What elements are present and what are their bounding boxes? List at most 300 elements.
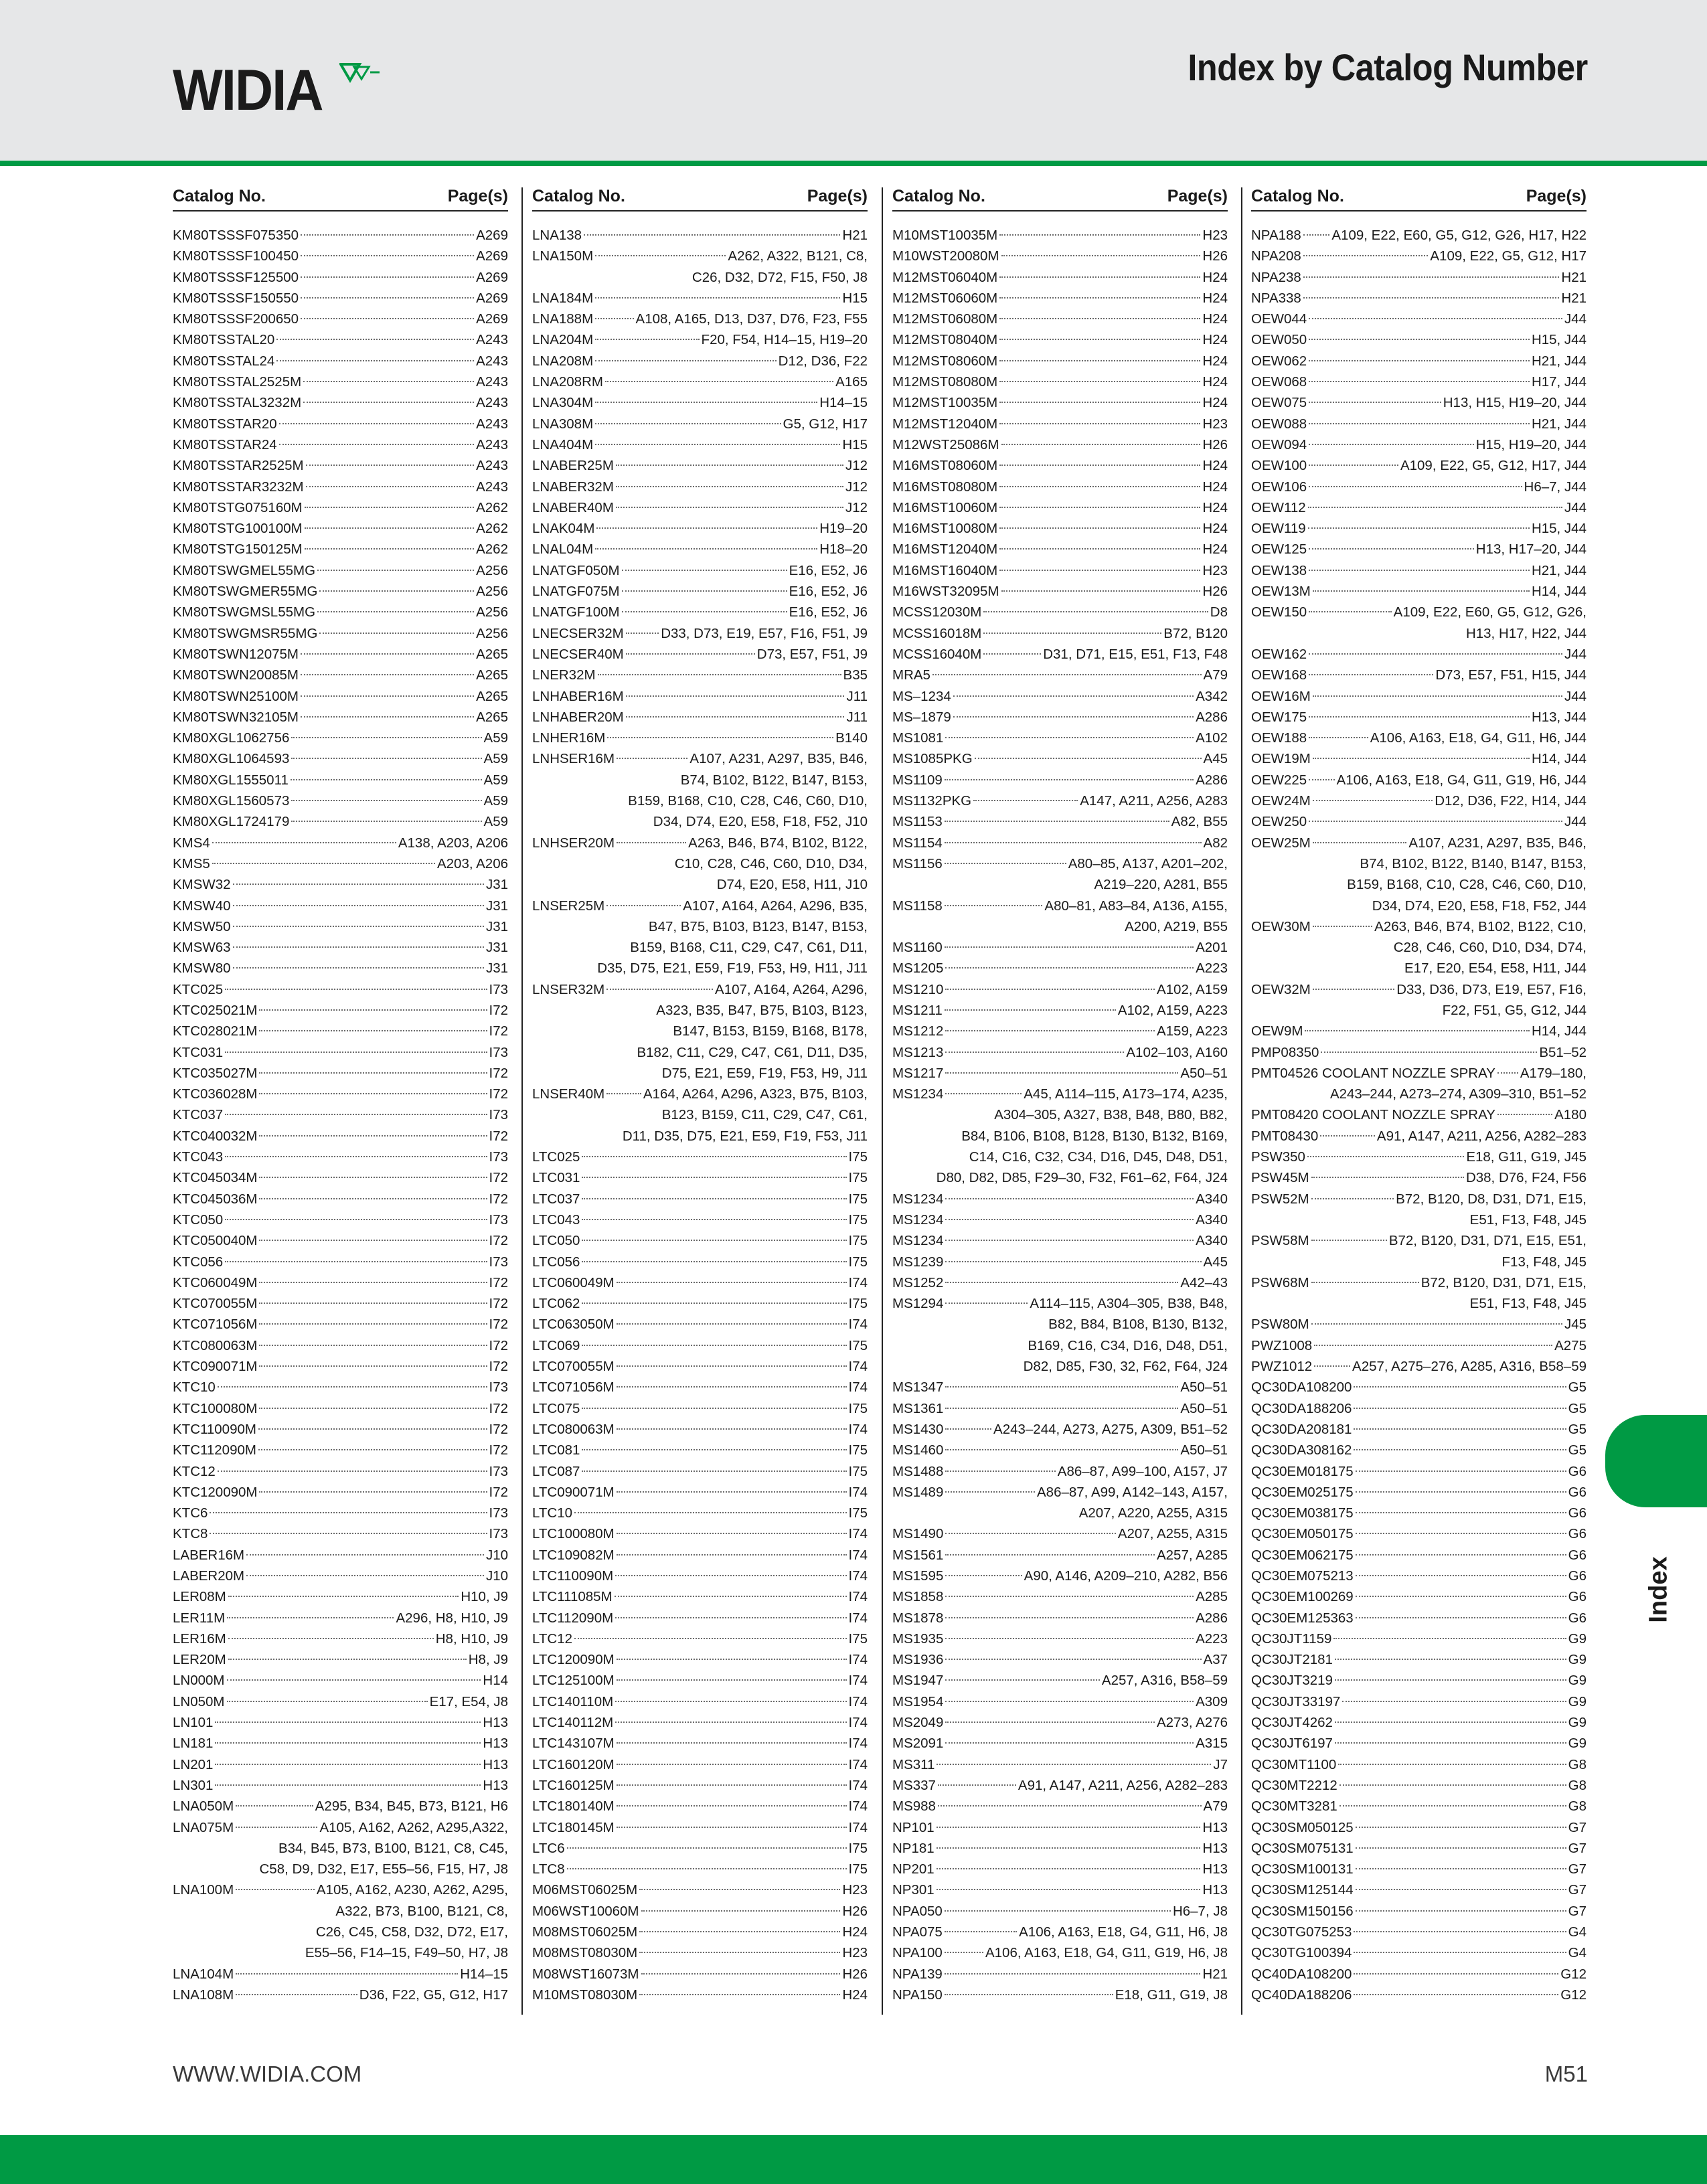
entry-pages[interactable]: A59 (483, 814, 508, 830)
entry-pages[interactable]: H15, H19–20, J44 (1475, 436, 1587, 452)
entry-pages[interactable]: G8 (1568, 1798, 1587, 1815)
entry-pages[interactable]: A269 (476, 248, 508, 264)
entry-pages[interactable]: I74 (848, 1547, 868, 1563)
entry-pages[interactable]: I74 (848, 1736, 868, 1752)
entry-pages[interactable]: A86–87, A99, A142–143, A157, (1037, 1484, 1228, 1500)
entry-pages[interactable]: A340 (1196, 1211, 1228, 1228)
entry-pages[interactable]: H24 (1202, 499, 1228, 515)
entry-pages[interactable]: H21, J44 (1531, 416, 1587, 432)
entry-pages[interactable]: I75 (848, 1861, 868, 1877)
entry-pages[interactable]: A50–51 (1180, 1379, 1228, 1396)
entry-pages[interactable]: H26 (1202, 248, 1228, 264)
entry-pages[interactable]: H26 (1202, 436, 1228, 452)
entry-pages[interactable]: I75 (848, 1254, 868, 1270)
entry-pages[interactable]: J45 (1564, 1317, 1587, 1333)
entry-pages[interactable]: I72 (489, 1296, 508, 1312)
entry-pages[interactable]: F20, F54, H14–15, H19–20 (701, 332, 868, 348)
entry-pages[interactable]: A105, A162, A230, A262, A295, (316, 1882, 508, 1898)
entry-pages[interactable]: A342 (1196, 688, 1228, 704)
entry-pages[interactable]: A340 (1196, 1233, 1228, 1249)
entry-pages[interactable]: J44 (1564, 688, 1587, 704)
entry-pages[interactable]: H19–20 (819, 521, 868, 537)
entry-pages[interactable]: I72 (489, 1128, 508, 1144)
entry-pages[interactable]: A295, B34, B45, B73, B121, H6 (315, 1798, 508, 1815)
entry-pages[interactable]: G4 (1568, 1945, 1587, 1961)
entry-pages[interactable]: E16, E52, J6 (789, 562, 868, 578)
entry-pages[interactable]: I72 (489, 1421, 508, 1437)
entry-pages[interactable]: A286 (1196, 1610, 1228, 1626)
entry-pages[interactable]: A164, A264, A296, A323, B75, B103, (643, 1086, 868, 1102)
entry-pages[interactable]: A265 (476, 688, 508, 704)
entry-pages[interactable]: B47, B75, B103, B123, B147, B153, (648, 918, 868, 934)
entry-pages[interactable]: A243 (476, 395, 508, 411)
entry-pages[interactable]: A273, A276 (1156, 1715, 1228, 1731)
entry-pages[interactable]: I74 (848, 1673, 868, 1689)
entry-pages[interactable]: A147, A211, A256, A283 (1080, 793, 1228, 809)
entry-pages[interactable]: A243 (476, 332, 508, 348)
entry-pages[interactable]: H15, J44 (1531, 521, 1587, 537)
entry-pages[interactable]: B123, B159, C11, C29, C47, C61, (661, 1107, 868, 1123)
entry-pages[interactable]: A263, B46, B74, B102, B122, (688, 835, 868, 851)
entry-pages[interactable]: A243 (476, 436, 508, 452)
entry-pages[interactable]: A223 (1196, 960, 1228, 977)
entry-pages[interactable]: C10, C28, C46, C60, D10, D34, (674, 855, 868, 871)
entry-pages[interactable]: I73 (489, 1526, 508, 1542)
entry-pages[interactable]: E17, E20, E54, E58, H11, J44 (1404, 960, 1587, 977)
entry-pages[interactable]: H13 (1202, 1840, 1228, 1856)
entry-pages[interactable]: A201 (1196, 940, 1228, 956)
entry-pages[interactable]: E51, F13, F48, J45 (1469, 1211, 1587, 1228)
entry-pages[interactable]: H24 (842, 1924, 868, 1940)
entry-pages[interactable]: H23 (1202, 562, 1228, 578)
entry-pages[interactable]: H6–7, J44 (1524, 479, 1587, 495)
entry-pages[interactable]: J44 (1564, 646, 1587, 662)
entry-pages[interactable]: J31 (485, 877, 508, 893)
entry-pages[interactable]: I74 (848, 1274, 868, 1290)
entry-pages[interactable]: A269 (476, 269, 508, 285)
entry-pages[interactable]: A45 (1203, 1254, 1228, 1270)
entry-pages[interactable]: A45 (1203, 751, 1228, 767)
entry-pages[interactable]: E55–56, F14–15, F49–50, H7, J8 (305, 1945, 508, 1961)
entry-pages[interactable]: I74 (848, 1526, 868, 1542)
entry-pages[interactable]: G12 (1560, 1987, 1587, 2003)
entry-pages[interactable]: H21 (1561, 290, 1587, 306)
entry-pages[interactable]: H13 (1202, 1819, 1228, 1835)
entry-pages[interactable]: I72 (489, 1191, 508, 1207)
entry-pages[interactable]: H14, J44 (1531, 584, 1587, 600)
entry-pages[interactable]: H24 (1202, 269, 1228, 285)
entry-pages[interactable]: G7 (1568, 1819, 1587, 1835)
entry-pages[interactable]: F22, F51, G5, G12, J44 (1442, 1002, 1587, 1018)
entry-pages[interactable]: G9 (1568, 1673, 1587, 1689)
entry-pages[interactable]: H23 (842, 1882, 868, 1898)
entry-pages[interactable]: G9 (1568, 1630, 1587, 1647)
entry-pages[interactable]: I74 (848, 1715, 868, 1731)
entry-pages[interactable]: H18–20 (819, 541, 868, 558)
entry-pages[interactable]: A243–244, A273, A275, A309, B51–52 (993, 1421, 1228, 1437)
entry-pages[interactable]: A263, B46, B74, B102, B122, C10, (1374, 918, 1587, 934)
entry-pages[interactable]: J12 (845, 479, 868, 495)
entry-pages[interactable]: I75 (848, 1211, 868, 1228)
entry-pages[interactable]: C58, D9, D32, E17, E55–56, F15, H7, J8 (259, 1861, 508, 1877)
entry-pages[interactable]: I73 (489, 1044, 508, 1060)
entry-pages[interactable]: H24 (1202, 332, 1228, 348)
entry-pages[interactable]: I75 (848, 1296, 868, 1312)
entry-pages[interactable]: H13, H17–20, J44 (1475, 541, 1587, 558)
entry-pages[interactable]: A37 (1203, 1652, 1228, 1668)
entry-pages[interactable]: A59 (483, 751, 508, 767)
entry-pages[interactable]: I74 (848, 1359, 868, 1375)
entry-pages[interactable]: I73 (489, 1149, 508, 1165)
entry-pages[interactable]: H15, J44 (1531, 332, 1587, 348)
entry-pages[interactable]: H21 (1202, 1966, 1228, 1982)
entry-pages[interactable]: B159, B168, C10, C28, C46, C60, D10, (1347, 877, 1587, 893)
entry-pages[interactable]: G6 (1568, 1484, 1587, 1500)
entry-pages[interactable]: A207, A255, A315 (1117, 1526, 1228, 1542)
entry-pages[interactable]: I74 (848, 1652, 868, 1668)
entry-pages[interactable]: I74 (848, 1317, 868, 1333)
entry-pages[interactable]: A50–51 (1180, 1442, 1228, 1458)
footer-url[interactable]: WWW.WIDIA.COM (173, 2062, 362, 2086)
entry-pages[interactable]: E18, G11, G19, J8 (1115, 1987, 1228, 2003)
entry-pages[interactable]: A200, A219, B55 (1125, 918, 1228, 934)
entry-pages[interactable]: J11 (846, 709, 868, 725)
entry-pages[interactable]: I75 (848, 1505, 868, 1521)
entry-pages[interactable]: H24 (1202, 353, 1228, 369)
entry-pages[interactable]: C14, C16, C32, C34, D16, D45, D48, D51, (969, 1149, 1228, 1165)
entry-pages[interactable]: A269 (476, 311, 508, 327)
entry-pages[interactable]: A107, A231, A297, B35, B46, (689, 751, 868, 767)
entry-pages[interactable]: A286 (1196, 772, 1228, 788)
entry-pages[interactable]: A243 (476, 416, 508, 432)
entry-pages[interactable]: G5 (1568, 1421, 1587, 1437)
entry-pages[interactable]: J10 (485, 1547, 508, 1563)
entry-pages[interactable]: A256 (476, 562, 508, 578)
entry-pages[interactable]: D34, D74, E20, E58, F18, F52, J44 (1372, 898, 1587, 914)
entry-pages[interactable]: C26, C45, C58, D32, D72, E17, (315, 1924, 508, 1940)
entry-pages[interactable]: A179–180, (1520, 1065, 1587, 1081)
entry-pages[interactable]: A106, A163, E18, G4, G11, G19, H6, J44 (1336, 772, 1587, 788)
entry-pages[interactable]: A207, A220, A255, A315 (1078, 1505, 1228, 1521)
entry-pages[interactable]: A243 (476, 479, 508, 495)
entry-pages[interactable]: H14 (483, 1673, 508, 1689)
entry-pages[interactable]: G6 (1568, 1547, 1587, 1563)
index-side-tab[interactable] (1605, 1415, 1707, 1507)
entry-pages[interactable]: G5 (1568, 1400, 1587, 1416)
entry-pages[interactable]: G9 (1568, 1693, 1587, 1709)
entry-pages[interactable]: B51–52 (1539, 1044, 1587, 1060)
entry-pages[interactable]: A45, A114–115, A173–174, A235, (1024, 1086, 1228, 1102)
entry-pages[interactable]: I73 (489, 1211, 508, 1228)
entry-pages[interactable]: D8 (1210, 604, 1228, 620)
entry-pages[interactable]: D34, D74, E20, E58, F18, F52, J10 (653, 814, 868, 830)
entry-pages[interactable]: A256 (476, 584, 508, 600)
entry-pages[interactable]: I74 (848, 1777, 868, 1793)
entry-pages[interactable]: J31 (485, 960, 508, 977)
entry-pages[interactable]: I72 (489, 1233, 508, 1249)
entry-pages[interactable]: B34, B45, B73, B100, B121, C8, C45, (278, 1840, 508, 1856)
entry-pages[interactable]: D82, D85, F30, 32, F62, F64, J24 (1023, 1359, 1228, 1375)
entry-pages[interactable]: A106, A163, E18, G4, G11, H6, J8 (1019, 1924, 1228, 1940)
entry-pages[interactable]: B169, C16, C34, D16, D48, D51, (1028, 1337, 1228, 1353)
entry-pages[interactable]: B182, C11, C29, C47, C61, D11, D35, (637, 1044, 868, 1060)
entry-pages[interactable]: I74 (848, 1798, 868, 1815)
entry-pages[interactable]: H24 (1202, 521, 1228, 537)
entry-pages[interactable]: H13 (483, 1777, 508, 1793)
entry-pages[interactable]: A243 (476, 353, 508, 369)
entry-pages[interactable]: A79 (1203, 667, 1228, 683)
entry-pages[interactable]: A82 (1203, 835, 1228, 851)
entry-pages[interactable]: I75 (848, 1149, 868, 1165)
entry-pages[interactable]: H8, J9 (468, 1652, 508, 1668)
entry-pages[interactable]: H13 (483, 1715, 508, 1731)
entry-pages[interactable]: H13 (483, 1756, 508, 1772)
entry-pages[interactable]: H24 (1202, 541, 1228, 558)
entry-pages[interactable]: H14, J44 (1531, 751, 1587, 767)
entry-pages[interactable]: H24 (1202, 458, 1228, 474)
entry-pages[interactable]: A50–51 (1180, 1400, 1228, 1416)
entry-pages[interactable]: G7 (1568, 1840, 1587, 1856)
entry-pages[interactable]: I73 (489, 1463, 508, 1479)
entry-pages[interactable]: I72 (489, 1442, 508, 1458)
entry-pages[interactable]: A109, E22, E60, G5, G12, G26, H17, H22 (1331, 228, 1587, 243)
entry-pages[interactable]: H24 (1202, 311, 1228, 327)
entry-pages[interactable]: I73 (489, 1505, 508, 1521)
entry-pages[interactable]: A102–103, A160 (1126, 1044, 1228, 1060)
entry-pages[interactable]: D33, D36, D73, E19, E57, F16, (1396, 981, 1587, 997)
entry-pages[interactable]: I72 (489, 1274, 508, 1290)
entry-pages[interactable]: J44 (1564, 814, 1587, 830)
entry-pages[interactable]: H13 (483, 1736, 508, 1752)
entry-pages[interactable]: I72 (489, 1400, 508, 1416)
entry-pages[interactable]: I74 (848, 1610, 868, 1626)
entry-pages[interactable]: C28, C46, C60, D10, D34, D74, (1393, 940, 1587, 956)
entry-pages[interactable]: D33, D73, E19, E57, F16, F51, J9 (661, 625, 868, 641)
entry-pages[interactable]: A107, A164, A264, A296, (715, 981, 868, 997)
entry-pages[interactable]: A257, A316, B58–59 (1101, 1673, 1228, 1689)
entry-pages[interactable]: G8 (1568, 1756, 1587, 1772)
entry-pages[interactable]: H17, J44 (1531, 374, 1587, 390)
entry-pages[interactable]: A159, A223 (1156, 1023, 1228, 1039)
entry-pages[interactable]: H21 (1561, 269, 1587, 285)
entry-pages[interactable]: A106, A163, E18, G4, G11, H6, J44 (1370, 730, 1587, 746)
entry-pages[interactable]: J12 (845, 499, 868, 515)
entry-pages[interactable]: H13 (1202, 1882, 1228, 1898)
entry-pages[interactable]: H14–15 (460, 1966, 508, 1982)
entry-pages[interactable]: H21, J44 (1531, 353, 1587, 369)
entry-pages[interactable]: I74 (848, 1484, 868, 1500)
entry-pages[interactable]: G8 (1568, 1777, 1587, 1793)
entry-pages[interactable]: G6 (1568, 1589, 1587, 1605)
entry-pages[interactable]: A256 (476, 604, 508, 620)
entry-pages[interactable]: A265 (476, 709, 508, 725)
entry-pages[interactable]: I74 (848, 1379, 868, 1396)
entry-pages[interactable]: A109, E22, G5, G12, H17 (1430, 248, 1587, 264)
entry-pages[interactable]: D36, F22, G5, G12, H17 (359, 1987, 508, 2003)
entry-pages[interactable]: A165 (835, 374, 868, 390)
entry-pages[interactable]: G7 (1568, 1861, 1587, 1877)
entry-pages[interactable]: G5, G12, H17 (783, 416, 868, 432)
entry-pages[interactable]: H6–7, J8 (1172, 1903, 1228, 1919)
entry-pages[interactable]: A105, A162, A262, A295,A322, (319, 1819, 508, 1835)
entry-pages[interactable]: D73, E57, F51, J9 (756, 646, 868, 662)
entry-pages[interactable]: A82, B55 (1171, 814, 1228, 830)
entry-pages[interactable]: H26 (842, 1966, 868, 1982)
entry-pages[interactable]: I75 (848, 1233, 868, 1249)
entry-pages[interactable]: A256 (476, 625, 508, 641)
entry-pages[interactable]: E51, F13, F48, J45 (1469, 1296, 1587, 1312)
entry-pages[interactable]: I72 (489, 1317, 508, 1333)
entry-pages[interactable]: J31 (485, 918, 508, 934)
entry-pages[interactable]: A275 (1554, 1337, 1587, 1353)
entry-pages[interactable]: A309 (1196, 1693, 1228, 1709)
entry-pages[interactable]: A243–244, A273–274, A309–310, B51–52 (1329, 1086, 1587, 1102)
entry-pages[interactable]: D74, E20, E58, H11, J10 (716, 877, 868, 893)
entry-pages[interactable]: B140 (835, 730, 868, 746)
entry-pages[interactable]: G5 (1568, 1442, 1587, 1458)
entry-pages[interactable]: A257, A275–276, A285, A316, B58–59 (1352, 1359, 1587, 1375)
entry-pages[interactable]: H23 (1202, 416, 1228, 432)
entry-pages[interactable]: H24 (1202, 395, 1228, 411)
entry-pages[interactable]: B72, B120 (1163, 625, 1228, 641)
entry-pages[interactable]: I75 (848, 1400, 868, 1416)
entry-pages[interactable]: H24 (1202, 374, 1228, 390)
entry-pages[interactable]: D38, D76, F24, F56 (1465, 1170, 1587, 1186)
entry-pages[interactable]: A102, A159 (1156, 981, 1228, 997)
entry-pages[interactable]: B147, B153, B159, B168, B178, (673, 1023, 868, 1039)
entry-pages[interactable]: G9 (1568, 1715, 1587, 1731)
entry-pages[interactable]: E17, E54, J8 (429, 1693, 508, 1709)
entry-pages[interactable]: I72 (489, 1002, 508, 1018)
entry-pages[interactable]: C26, D32, D72, F15, F50, J8 (692, 269, 868, 285)
entry-pages[interactable]: H13 (1202, 1861, 1228, 1877)
entry-pages[interactable]: A180 (1554, 1107, 1587, 1123)
entry-pages[interactable]: G7 (1568, 1903, 1587, 1919)
entry-pages[interactable]: A79 (1203, 1798, 1228, 1815)
entry-pages[interactable]: A59 (483, 772, 508, 788)
entry-pages[interactable]: A59 (483, 793, 508, 809)
entry-pages[interactable]: A262 (476, 499, 508, 515)
entry-pages[interactable]: A80–81, A83–84, A136, A155, (1044, 898, 1228, 914)
entry-pages[interactable]: B84, B106, B108, B128, B130, B132, B169, (961, 1128, 1228, 1144)
entry-pages[interactable]: G6 (1568, 1526, 1587, 1542)
entry-pages[interactable]: A265 (476, 667, 508, 683)
entry-pages[interactable]: B159, B168, C10, C28, C46, C60, D10, (628, 793, 868, 809)
entry-pages[interactable]: A102 (1196, 730, 1228, 746)
entry-pages[interactable]: D73, E57, F51, H15, J44 (1435, 667, 1587, 683)
entry-pages[interactable]: H26 (842, 1903, 868, 1919)
entry-pages[interactable]: G7 (1568, 1882, 1587, 1898)
entry-pages[interactable]: I74 (848, 1421, 868, 1437)
entry-pages[interactable]: A304–305, A327, B38, B48, B80, B82, (994, 1107, 1228, 1123)
entry-pages[interactable]: A296, H8, H10, J9 (396, 1610, 508, 1626)
entry-pages[interactable]: G9 (1568, 1736, 1587, 1752)
entry-pages[interactable]: A262 (476, 541, 508, 558)
entry-pages[interactable]: A243 (476, 374, 508, 390)
entry-pages[interactable]: E18, G11, G19, J45 (1466, 1149, 1587, 1165)
entry-pages[interactable]: A107, A231, A297, B35, B46, (1408, 835, 1587, 851)
entry-pages[interactable]: I73 (489, 1254, 508, 1270)
entry-pages[interactable]: E16, E52, J6 (789, 604, 868, 620)
entry-pages[interactable]: A90, A146, A209–210, A282, B56 (1024, 1568, 1228, 1584)
entry-pages[interactable]: H13, J44 (1531, 709, 1587, 725)
entry-pages[interactable]: I74 (848, 1589, 868, 1605)
entry-pages[interactable]: B74, B102, B122, B140, B147, B153, (1360, 855, 1587, 871)
entry-pages[interactable]: H13, H17, H22, J44 (1465, 625, 1587, 641)
entry-pages[interactable]: B72, B120, D31, D71, E15, E51, (1388, 1233, 1587, 1249)
entry-pages[interactable]: D31, D71, E15, E51, F13, F48 (1043, 646, 1228, 662)
entry-pages[interactable]: H24 (1202, 290, 1228, 306)
entry-pages[interactable]: A269 (476, 228, 508, 243)
entry-pages[interactable]: A269 (476, 290, 508, 306)
entry-pages[interactable]: A106, A163, E18, G4, G11, G19, H6, J8 (985, 1945, 1228, 1961)
entry-pages[interactable]: I74 (848, 1819, 868, 1835)
entry-pages[interactable]: A262, A322, B121, C8, (728, 248, 868, 264)
entry-pages[interactable]: G9 (1568, 1652, 1587, 1668)
entry-pages[interactable]: G5 (1568, 1379, 1587, 1396)
entry-pages[interactable]: G6 (1568, 1505, 1587, 1521)
entry-pages[interactable]: A107, A164, A264, A296, B35, (683, 898, 868, 914)
entry-pages[interactable]: A262 (476, 521, 508, 537)
entry-pages[interactable]: I75 (848, 1170, 868, 1186)
entry-pages[interactable]: J11 (846, 688, 868, 704)
entry-pages[interactable]: J7 (1213, 1756, 1228, 1772)
entry-pages[interactable]: H15 (842, 290, 868, 306)
entry-pages[interactable]: H21 (842, 228, 868, 243)
entry-pages[interactable]: I72 (489, 1086, 508, 1102)
entry-pages[interactable]: A315 (1196, 1736, 1228, 1752)
entry-pages[interactable]: A109, E22, G5, G12, H17, J44 (1400, 458, 1587, 474)
entry-pages[interactable]: A243 (476, 458, 508, 474)
entry-pages[interactable]: H24 (842, 1987, 868, 2003)
entry-pages[interactable]: I75 (848, 1463, 868, 1479)
entry-pages[interactable]: H21, J44 (1531, 562, 1587, 578)
entry-pages[interactable]: G6 (1568, 1610, 1587, 1626)
entry-pages[interactable]: J12 (845, 458, 868, 474)
entry-pages[interactable]: B159, B168, C11, C29, C47, C61, D11, (630, 940, 868, 956)
entry-pages[interactable]: H26 (1202, 584, 1228, 600)
entry-pages[interactable]: I74 (848, 1756, 868, 1772)
entry-pages[interactable]: I72 (489, 1065, 508, 1081)
entry-pages[interactable]: D12, D36, F22 (778, 353, 868, 369)
entry-pages[interactable]: I73 (489, 1107, 508, 1123)
entry-pages[interactable]: D11, D35, D75, E21, E59, F19, F53, J11 (622, 1128, 868, 1144)
entry-pages[interactable]: I72 (489, 1484, 508, 1500)
entry-pages[interactable]: H13, H15, H19–20, J44 (1443, 395, 1587, 411)
entry-pages[interactable]: I75 (848, 1191, 868, 1207)
entry-pages[interactable]: I73 (489, 981, 508, 997)
entry-pages[interactable]: I73 (489, 1379, 508, 1396)
entry-pages[interactable]: A102, A159, A223 (1117, 1002, 1228, 1018)
entry-pages[interactable]: A91, A147, A211, A256, A282–283 (1376, 1128, 1587, 1144)
entry-pages[interactable]: A108, A165, D13, D37, D76, F23, F55 (635, 311, 868, 327)
entry-pages[interactable]: H24 (1202, 479, 1228, 495)
entry-pages[interactable]: A257, A285 (1156, 1547, 1228, 1563)
entry-pages[interactable]: J31 (485, 898, 508, 914)
entry-pages[interactable]: J31 (485, 940, 508, 956)
entry-pages[interactable]: A323, B35, B47, B75, B103, B123, (656, 1002, 868, 1018)
entry-pages[interactable]: D12, D36, F22, H14, J44 (1435, 793, 1587, 809)
entry-pages[interactable]: A86–87, A99–100, A157, J7 (1057, 1463, 1228, 1479)
entry-pages[interactable]: A203, A206 (436, 855, 508, 871)
entry-pages[interactable]: G4 (1568, 1924, 1587, 1940)
entry-pages[interactable]: H23 (1202, 228, 1228, 243)
entry-pages[interactable]: H15 (842, 436, 868, 452)
entry-pages[interactable]: I72 (489, 1337, 508, 1353)
entry-pages[interactable]: I75 (848, 1630, 868, 1647)
entry-pages[interactable]: B72, B120, D31, D71, E15, (1420, 1274, 1587, 1290)
entry-pages[interactable]: I72 (489, 1023, 508, 1039)
